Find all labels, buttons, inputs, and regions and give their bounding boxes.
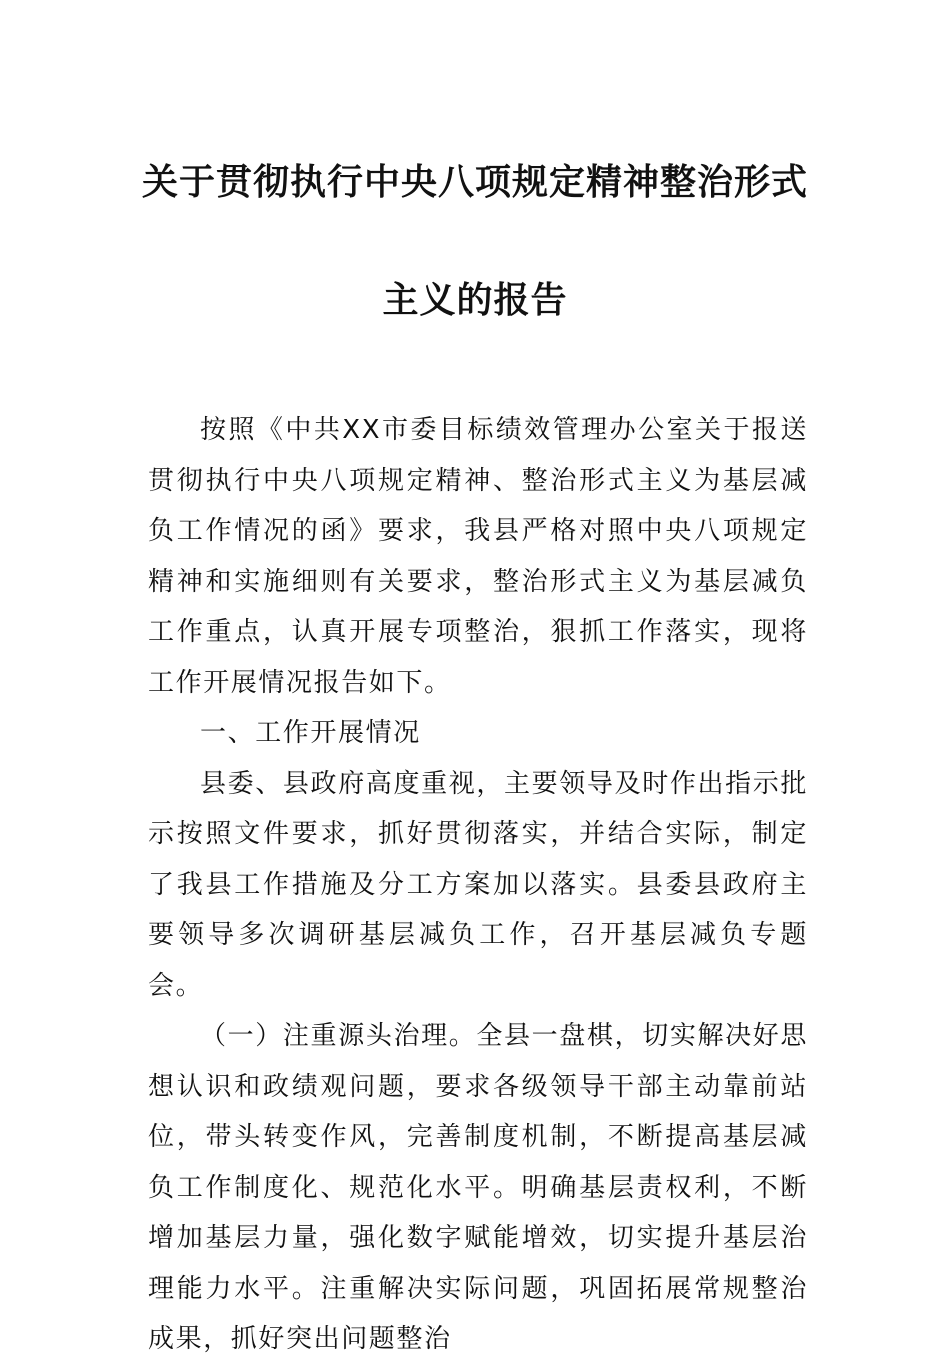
body-paragraph: 县委、县政府高度重视，主要领导及时作出指示批示按照文件要求，抓好贯彻落实，并结合实际，制定了我县工作措施及分工方案加以落实。县委县政府主要领导多次调研基层减负工作，召开基层减负专题会。 [148, 768, 808, 1001]
body-paragraph: （一）注重源头治理。全县一盘棋，切实解决好思想认识和政绩观问题，要求各级领导干部主动靠前站位，带头转变作风，完善制度机制，不断提高基层减负工作制度化、规范化水平。明确基层责权利，不断增加基层力量，强化数字赋能增效，切实提升基层治理能力水平。注重解决实际问题，巩固拓展常规整治成果，抓好突出问题整治 [148, 1021, 808, 1354]
document-title-line-2: 主义的报告 [382, 279, 568, 321]
intro-paragraph: 按照《中共XX市委目标绩效管理办公室关于报送贯彻执行中央八项规定精神、整治形式主义为基层减负工作情况的函》要求，我县严格对照中央八项规定精神和实施细则有关要求，整治形式主义为基层减负工作重点，认真开展专项整治，狠抓工作落实，现将工作开展情况报告如下。 [148, 415, 808, 698]
document-title-line-1: 关于贯彻执行中央八项规定精神整治形式 [141, 161, 808, 203]
section-heading: 一、工作开展情况 [200, 718, 421, 748]
document-body [148, 405, 808, 1365]
